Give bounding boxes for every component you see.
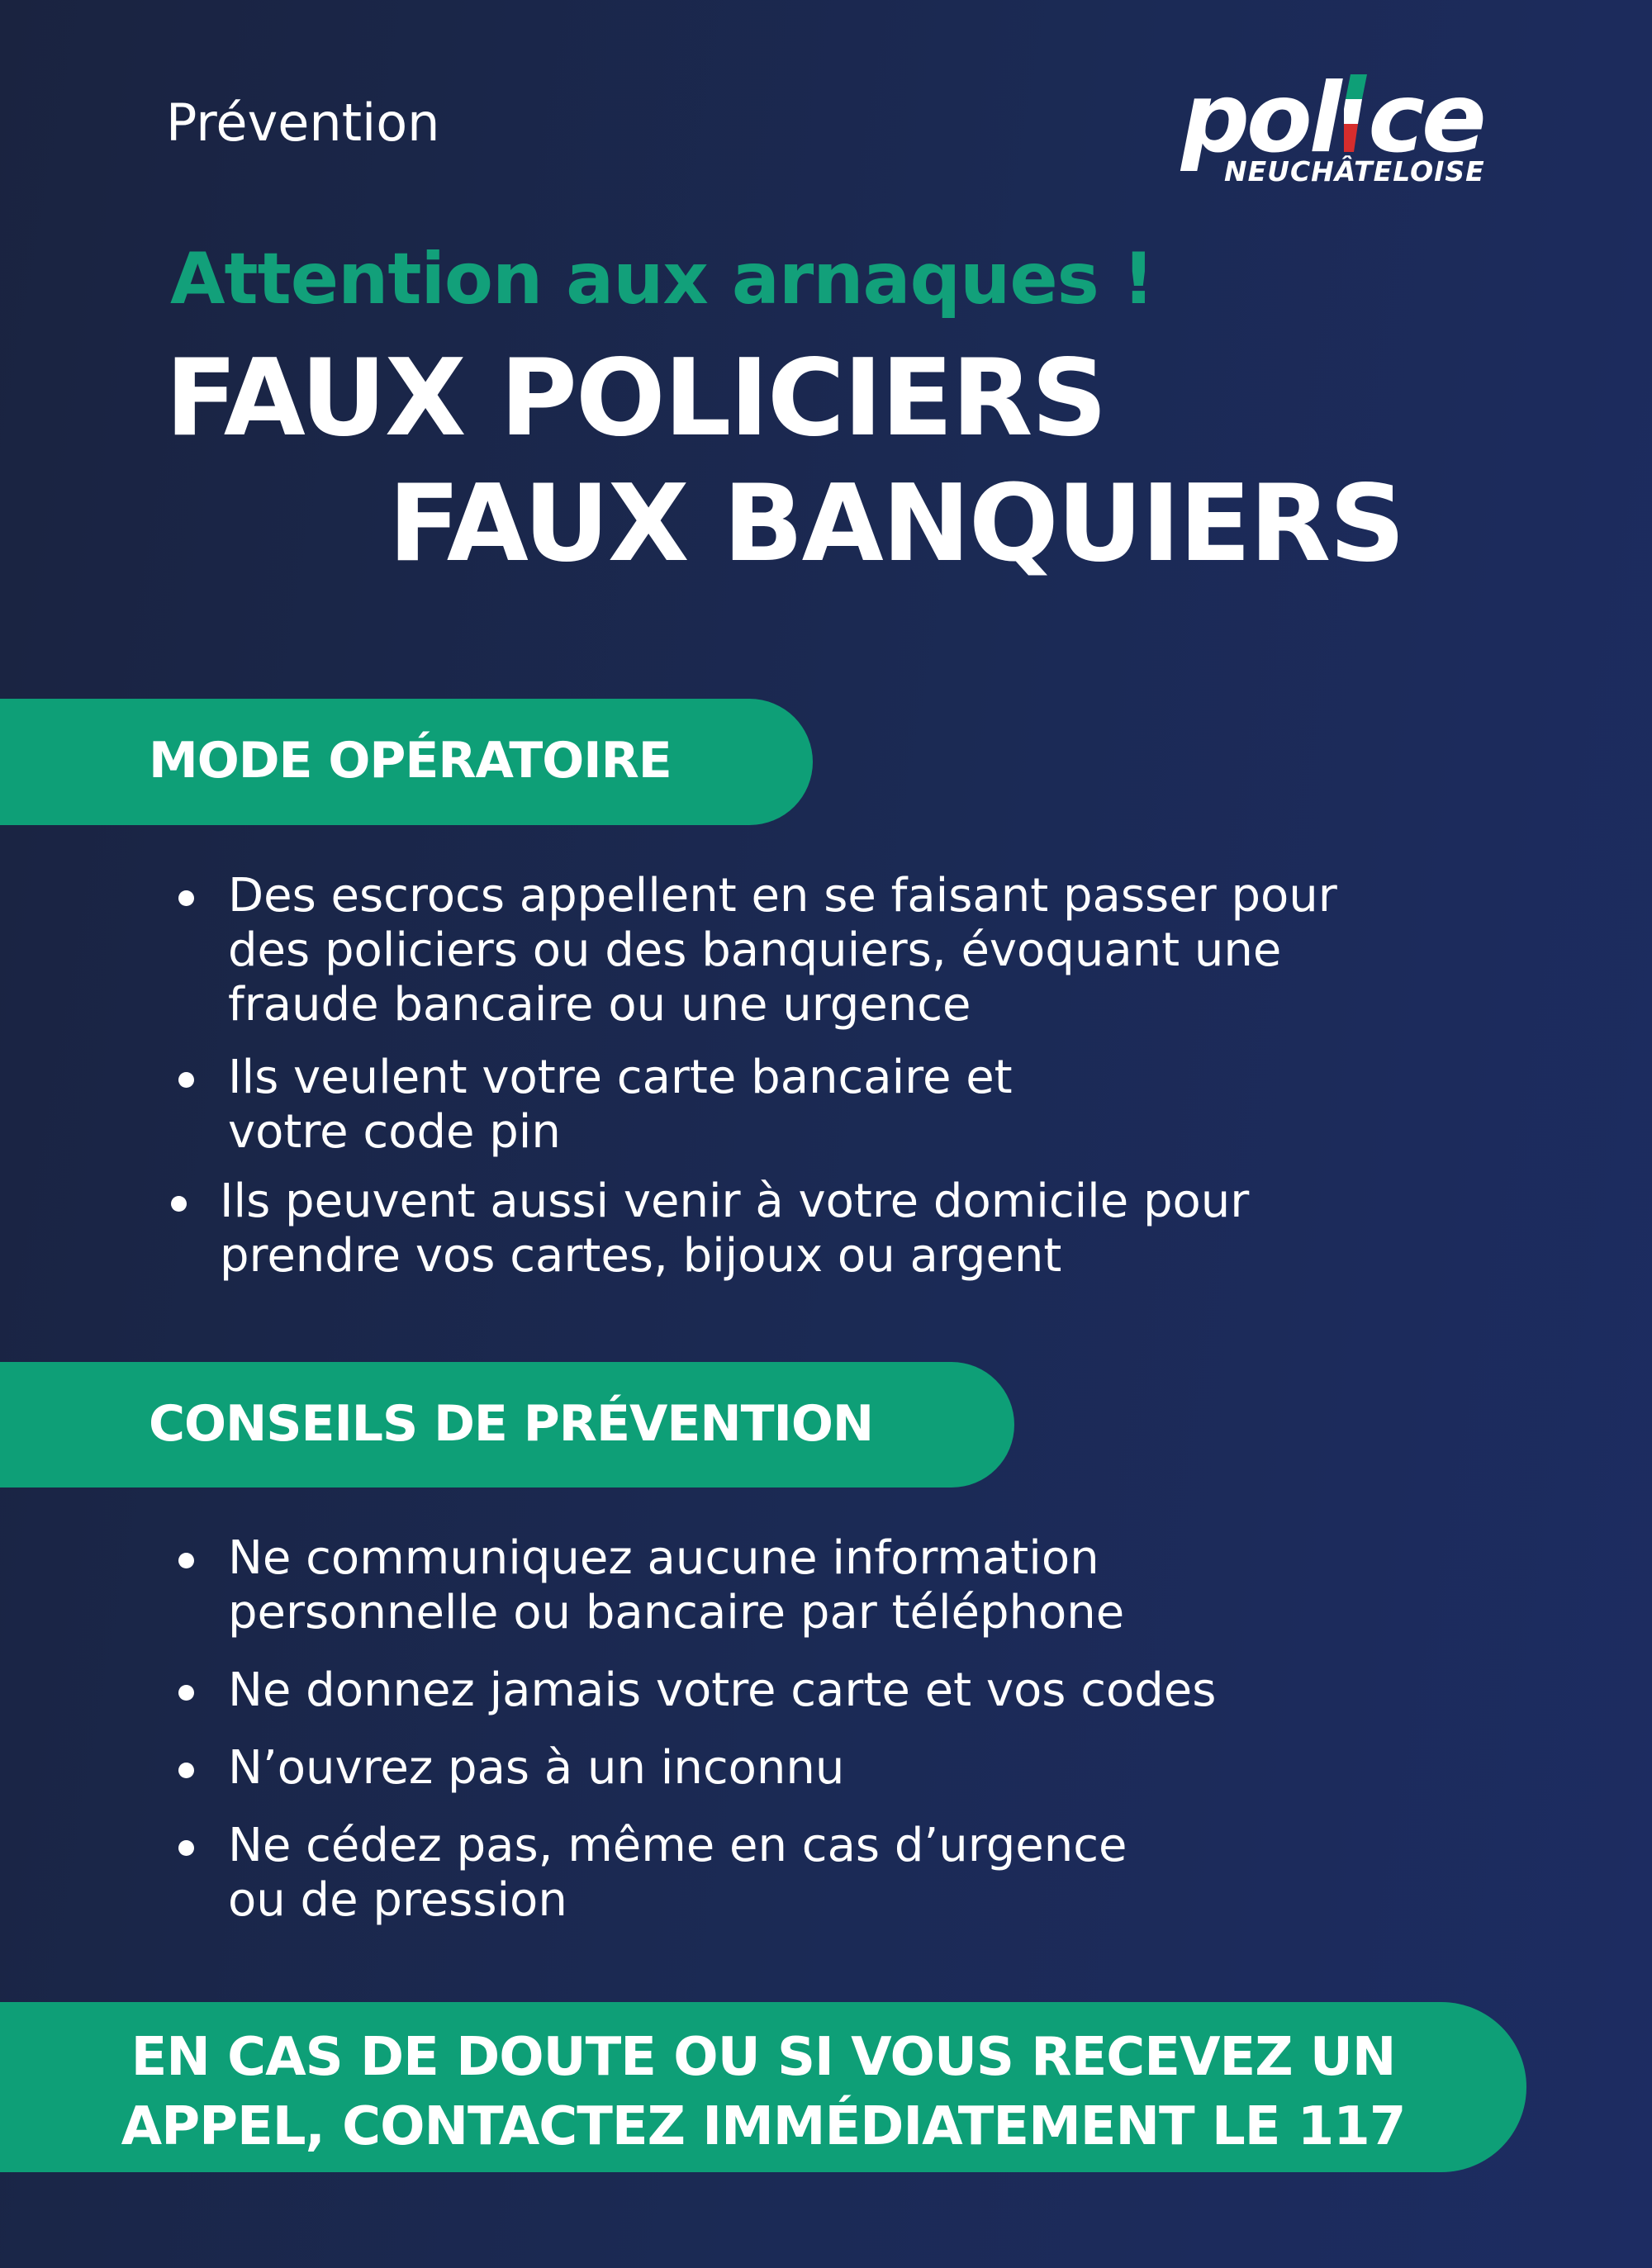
list-item: Ne communiquez aucune information personnelle ou bancaire par téléphone <box>228 1531 1125 1639</box>
list-item: N’ouvrez pas à un inconnu <box>228 1741 845 1795</box>
bullet-icon <box>171 1196 187 1212</box>
bullet-icon <box>178 1072 194 1088</box>
category-label: Prévention <box>166 93 440 153</box>
hero-title-line1: FAUX POLICIERS <box>165 337 1106 460</box>
cta-line2: APPEL, CONTACTEZ IMMÉDIATEMENT LE 117 <box>121 2096 1406 2157</box>
bullet-icon <box>178 1840 194 1856</box>
call-to-action-banner <box>0 2002 1526 2172</box>
flag-stripe-icon <box>1344 74 1369 154</box>
police-logo <box>1181 63 1512 187</box>
list-item: Ils veulent votre carte bancaire et votre code pin <box>228 1051 1013 1159</box>
list-item: Des escrocs appellent en se faisant passer pour des policiers ou des banquiers, évoquant une fraude bancaire ou une urgence <box>228 869 1337 1032</box>
list-item: Ne cédez pas, même en cas d’urgence ou de pression <box>228 1819 1127 1927</box>
list-item: Ne donnez jamais votre carte et vos codes <box>228 1663 1217 1717</box>
logo-wordmark: pol ce <box>1181 63 1483 174</box>
section-heading-modus <box>0 699 813 825</box>
bullet-icon <box>178 1685 194 1701</box>
list-item: Ils peuvent aussi venir à votre domicile pour prendre vos cartes, bijoux ou argent <box>220 1174 1250 1283</box>
hero-subtitle: Attention aux arnaques ! <box>170 238 1155 320</box>
bullet-icon <box>178 1763 194 1778</box>
bullet-icon <box>178 890 194 906</box>
hero-title-line2: FAUX BANQUIERS <box>388 463 1404 586</box>
section-heading-label: MODE OPÉRATOIRE <box>149 732 672 790</box>
section-heading-label: CONSEILS DE PRÉVENTION <box>149 1395 874 1453</box>
bullet-icon <box>178 1553 194 1568</box>
cta-line1: EN CAS DE DOUTE OU SI VOUS RECEVEZ UN <box>131 2027 1396 2088</box>
section-heading-advice <box>0 1362 1014 1487</box>
logo-subtitle: NEUCHÂTELOISE <box>1224 155 1485 187</box>
